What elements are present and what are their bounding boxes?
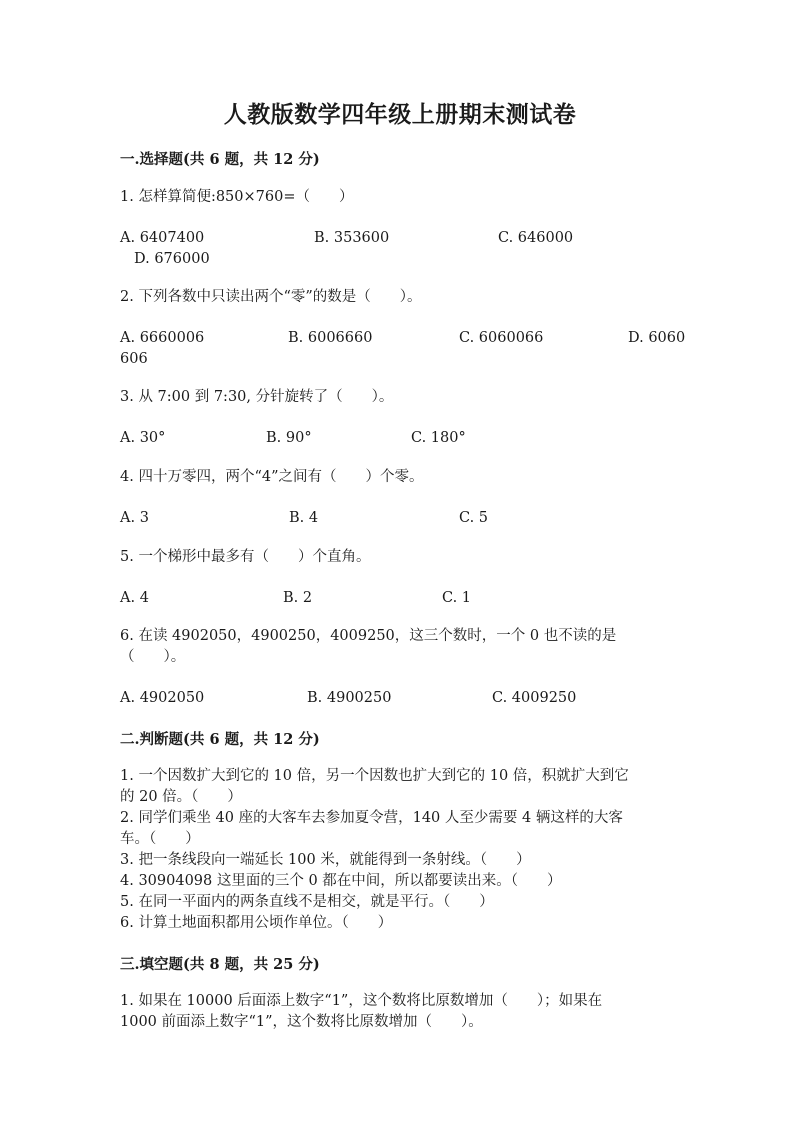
option-c[interactable]: C. 646000 — [498, 230, 574, 246]
page-title: 人教版数学四年级上册期末测试卷 — [223, 101, 577, 128]
option-c[interactable]: C. 1 — [442, 590, 472, 606]
option-b[interactable]: B. 4900250 — [307, 690, 392, 706]
judge-item-3: 3. 把一条线段向一端延长 100 米，就能得到一条射线。（ ） — [120, 852, 531, 868]
option-a[interactable]: A. 6407400 — [120, 230, 205, 246]
judge-item-4: 4. 30904098 这里面的三个 0 都在中间，所以都要读出来。（ ） — [120, 873, 562, 889]
section-heading-judge: 二.判断题(共 6 题，共 12 分) — [120, 731, 320, 748]
option-b[interactable]: B. 2 — [283, 590, 313, 606]
options-q2 — [120, 328, 686, 370]
options-q5 — [120, 588, 680, 630]
judge-item-1-line-2: 的 20 倍。（ ） — [120, 789, 242, 805]
fill-item-1-line-2: 1000 前面添上数字“1”，这个数将比原数增加（ ）。 — [120, 1014, 483, 1030]
option-a[interactable]: A. 30° — [120, 430, 166, 446]
option-a[interactable]: A. 6660006 — [120, 330, 205, 346]
option-b[interactable]: B. 353600 — [314, 230, 390, 246]
option-a[interactable]: A. 4 — [120, 590, 149, 606]
section-heading-fill: 三.填空题(共 8 题，共 25 分) — [120, 956, 320, 973]
option-a[interactable]: A. 3 — [120, 510, 149, 526]
judge-item-6: 6. 计算土地面积都用公顷作单位。（ ） — [120, 915, 393, 931]
option-c[interactable]: C. 6060066 — [459, 330, 544, 346]
options-q1 — [120, 228, 680, 270]
question-6 — [120, 626, 680, 668]
option-d-continued: 606 — [120, 351, 148, 367]
judge-item-1-line-1: 1. 一个因数扩大到它的 10 倍，另一个因数也扩大到它的 10 倍，积就扩大到它 — [120, 768, 629, 784]
question-3: 3. 从 7:00 到 7:30, 分针旋转了（ ）。 — [120, 389, 394, 405]
question-4: 4. 四十万零四，两个“4”之间有（ ）个零。 — [120, 469, 424, 485]
question-6-line-2: （ ）。 — [120, 649, 186, 665]
question-6-line-1: 6. 在读 4902050，4900250，4009250，这三个数时，一个 0 也不读的是 — [120, 628, 617, 644]
judge-item-5: 5. 在同一平面内的两条直线不是相交，就是平行。（ ） — [120, 894, 494, 910]
question-1: 1. 怎样算简便:850×760=（ ） — [120, 189, 354, 205]
options-q6 — [120, 688, 680, 730]
question-2: 2. 下列各数中只读出两个“零”的数是（ ）。 — [120, 289, 422, 305]
option-d[interactable]: D. 6060 — [628, 330, 686, 346]
section-heading-choice: 一.选择题(共 6 题，共 12 分) — [120, 151, 320, 168]
fill-item-1-line-1: 1. 如果在 10000 后面添上数字“1”，这个数将比原数增加（ ）；如果在 — [120, 993, 603, 1009]
option-c[interactable]: C. 180° — [411, 430, 466, 446]
question-5: 5. 一个梯形中最多有（ ）个直角。 — [120, 549, 371, 565]
option-b[interactable]: B. 4 — [289, 510, 319, 526]
option-c[interactable]: C. 5 — [459, 510, 489, 526]
option-b[interactable]: B. 90° — [266, 430, 312, 446]
option-c[interactable]: C. 4009250 — [492, 690, 577, 706]
judge-list — [120, 766, 680, 934]
option-a[interactable]: A. 4902050 — [120, 690, 205, 706]
judge-item-2-line-1: 2. 同学们乘坐 40 座的大客车去参加夏令营，140 人至少需要 4 辆这样的大客 — [120, 810, 623, 826]
option-d[interactable]: D. 676000 — [134, 251, 210, 267]
option-b[interactable]: B. 6006660 — [288, 330, 373, 346]
options-q3 — [120, 428, 680, 470]
options-q4 — [120, 508, 680, 550]
fill-list — [120, 991, 680, 1033]
judge-item-2-line-2: 车。（ ） — [120, 831, 200, 847]
